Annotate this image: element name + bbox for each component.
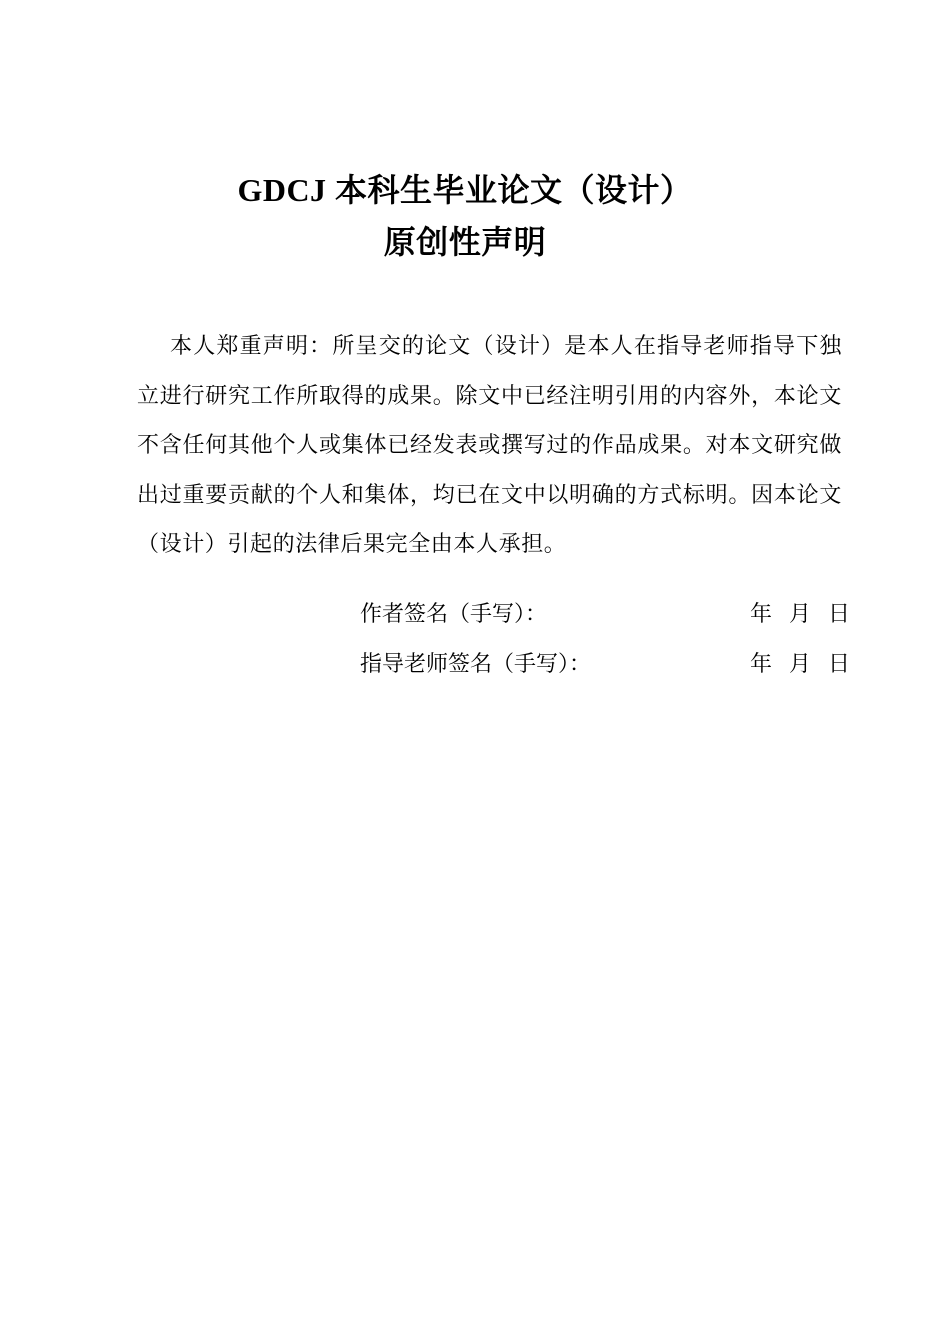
author-signature-date: 年 月 日: [750, 602, 850, 627]
advisor-signature-date: 年 月 日: [750, 652, 850, 677]
author-signature-row: [360, 597, 850, 633]
advisor-signature-row: [360, 647, 850, 683]
declaration-body: 本人郑重声明：所呈交的论文（设计）是本人在指导老师指导下独立进行研究工作所取得的成果。除文中已经注明引用的内容外，本论文不含任何其他个人或集体已经发表或撰写过的作品成果。对本文研究做出过重要贡献的个人和集体，均已在文中以明确的方式标明。因本论文（设计）引起的法律后果完全由本人承担。: [137, 334, 842, 557]
advisor-signature-label: 指导老师签名（手写）：: [360, 652, 592, 677]
declaration-subtitle: 原创性声明: [383, 224, 547, 260]
author-signature-label: 作者签名（手写）：: [360, 602, 548, 627]
declaration-title: GDCJ 本科生毕业论文（设计）: [237, 172, 693, 208]
